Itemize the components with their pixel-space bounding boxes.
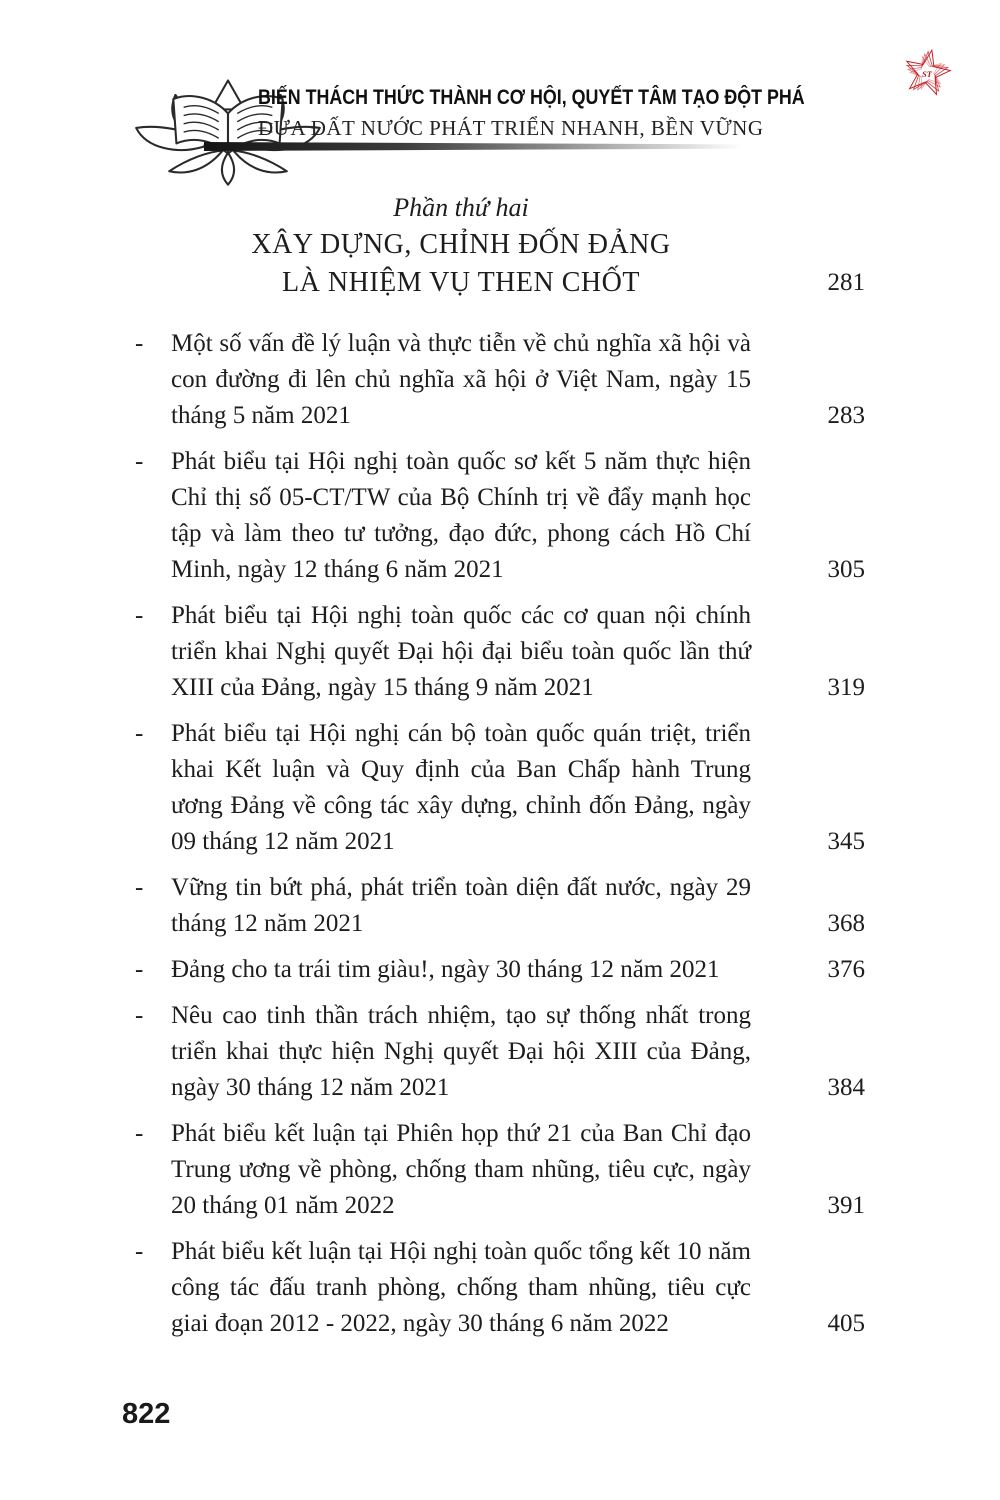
section-title-line2: LÀ NHIỆM VỤ THEN CHỐT [282, 267, 640, 298]
toc-entry [135, 998, 865, 1106]
entry-dash-marker: - [135, 1002, 144, 1029]
entry-dash-marker: - [135, 720, 144, 747]
banner-divider [204, 142, 766, 151]
section-heading [135, 190, 865, 302]
entry-title: Phát biểu kết luận tại Phiên họp thứ 21 của Ban Chỉ đạo Trung ương về phòng, chống tham nhũng, tiêu cực, ngày 20 tháng 01 năm 2022 [171, 1120, 751, 1219]
toc-entry [135, 444, 865, 588]
entry-page-number: 405 [827, 1310, 865, 1337]
entry-page-number: 384 [827, 1074, 865, 1101]
toc-entry [135, 326, 865, 434]
toc-entry [135, 1116, 865, 1224]
toc-entry [135, 716, 865, 860]
entry-dash-marker: - [135, 1120, 144, 1147]
header-banner [258, 86, 901, 141]
part-label: Phần thứ hai [393, 193, 529, 222]
folio-page-number: 822 [122, 1398, 171, 1430]
entry-dash-marker: - [135, 1238, 144, 1265]
entry-title: Một số vấn đề lý luận và thực tiễn về chủ nghĩa xã hội và con đường đi lên chủ nghĩa xã hội ở Việt Nam, ngày 15 tháng 5 năm 2021 [171, 330, 751, 429]
toc-entry [135, 1234, 865, 1342]
svg-text:ST: ST [922, 69, 932, 79]
entry-page-number: 305 [827, 556, 865, 583]
banner-slogan-line2: ĐƯA ĐẤT NƯỚC PHÁT TRIỂN NHANH, BỀN VỮNG [258, 116, 764, 140]
entry-dash-marker: - [135, 330, 144, 357]
entry-dash-marker: - [135, 874, 144, 901]
toc-entry [135, 870, 865, 942]
toc-entry [135, 952, 865, 988]
entry-title: Đảng cho ta trái tim giàu!, ngày 30 tháng 12 năm 2021 [171, 956, 720, 983]
entry-page-number: 391 [827, 1192, 865, 1219]
entry-dash-marker: - [135, 448, 144, 475]
entry-page-number: 368 [827, 910, 865, 937]
entry-page-number: 283 [827, 402, 865, 429]
entry-title: Nêu cao tinh thần trách nhiệm, tạo sự thống nhất trong triển khai thực hiện Nghị quyết Đại hội XIII của Đảng, ngày 30 tháng 12 năm 2021 [171, 1002, 751, 1101]
section-title-line1: XÂY DỰNG, CHỈNH ĐỐN ĐẢNG [251, 229, 671, 260]
entry-page-number: 319 [827, 674, 865, 701]
entry-page-number: 376 [827, 956, 865, 983]
entry-page-number: 345 [827, 828, 865, 855]
entry-title: Vững tin bứt phá, phát triển toàn diện đất nước, ngày 29 tháng 12 năm 2021 [171, 874, 751, 937]
entry-title: Phát biểu tại Hội nghị cán bộ toàn quốc quán triệt, triển khai Kết luận và Quy định của Ban Chấp hành Trung ương Đảng về công tác xây dựng, chỉnh đốn Đảng, ngày 09 tháng 12 năm 2021 [171, 720, 751, 855]
banner-slogan-line1: BIẾN THÁCH THỨC THÀNH CƠ HỘI, QUYẾT TÂM TẠO ĐỘT PHÁ [258, 86, 805, 109]
entry-title: Phát biểu tại Hội nghị toàn quốc sơ kết 5 năm thực hiện Chỉ thị số 05-CT/TW của Bộ Chính trị về đẩy mạnh học tập và làm theo tư tưởng, đạo đức, phong cách Hồ Chí Minh, ngày 12 tháng 6 năm 2021 [171, 448, 751, 583]
entry-title: Phát biểu kết luận tại Hội nghị toàn quốc tổng kết 10 năm công tác đấu tranh phòng, chống tham nhũng, tiêu cực giai đoạn 2012 - 2022, ngày 30 tháng 6 năm 2022 [171, 1238, 751, 1337]
entry-title: Phát biểu tại Hội nghị toàn quốc các cơ quan nội chính triển khai Nghị quyết Đại hội đại biểu toàn quốc lần thứ XIII của Đảng, ngày 15 tháng 9 năm 2021 [171, 602, 751, 701]
entry-dash-marker: - [135, 956, 144, 983]
section-page-number: 281 [827, 269, 865, 296]
entry-dash-marker: - [135, 602, 144, 629]
red-star-burst-icon [898, 44, 956, 107]
toc-entry [135, 598, 865, 706]
toc-content [135, 190, 865, 1352]
